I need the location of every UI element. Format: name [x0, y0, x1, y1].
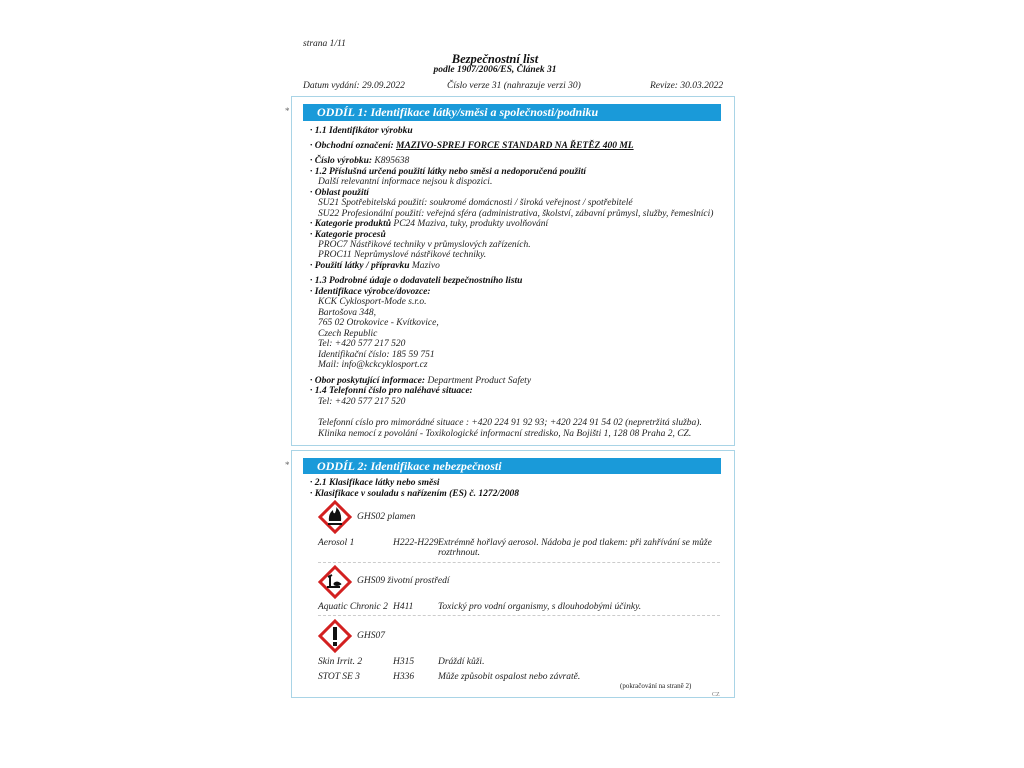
hazard-code: H411 [393, 602, 414, 612]
section-2-header: ODDÍL 2: Identifikace nebezpečnosti [303, 458, 721, 474]
emergency-numbers: Telefonní císlo pro mimorádné situace : +420 224 91 92 93; +420 224 91 54 02 (nepretržitá služba). [318, 418, 702, 428]
section-1-header: ODDÍL 1: Identifikace látky/směsi a společnosti/podniku [303, 104, 721, 121]
s1-4: · 1.4 Telefonní číslo pro naléhavé situace: [310, 386, 473, 396]
change-marker: * [285, 106, 290, 116]
product-number: · Číslo výrobku: K895638 [310, 156, 410, 166]
version: Číslo verze 31 (nahrazuje verzi 30) [447, 81, 581, 91]
address-line: Identifikační číslo: 185 59 751 [318, 350, 435, 360]
area-of-use: · Oblast použití [310, 188, 369, 198]
s2-1-regulation: · Klasifikace v souladu s nařízením (ES) č. 1272/2008 [310, 489, 520, 499]
language-code: CZ [712, 692, 720, 698]
divider [318, 562, 720, 563]
hazard-statement: Extrémně hořlavý aerosol. Nádoba je pod tlakem: při zahřívání se může [438, 538, 712, 548]
address-email[interactable]: Mail: info@kckcyklosport.cz [318, 360, 428, 370]
change-marker: * [285, 460, 290, 470]
clinic-info: Klinika nemocí z povolání - Toxikologické informacní stredisko, Na Bojišti 1, 128 08 Praha 2, CZ. [318, 429, 692, 439]
ghs07-label: GHS07 [357, 631, 385, 641]
address-line: Tel: +420 577 217 520 [318, 339, 406, 349]
continued-note: (pokračování na straně 2) [620, 682, 692, 690]
environment-pictogram-icon [318, 565, 352, 599]
document-subtitle: podle 1907/2006/ES, Článek 31 [433, 65, 557, 75]
s1-2: · 1.2 Příslušná určená použití látky nebo směsi a nedoporučená použití [310, 167, 587, 177]
ghs09-label: GHS09 životní prostředí [357, 576, 450, 586]
hazard-code: H336 [393, 672, 415, 682]
hazard-statement: Dráždí kůži. [438, 657, 485, 667]
proc7: PROC7 Nástřikové techniky v průmyslových zařízeních. [318, 240, 531, 250]
hazard-statement: Toxický pro vodní organismy, s dlouhodobými účinky. [438, 602, 642, 612]
issue-date: Datum vydání: 29.09.2022 [303, 81, 405, 91]
hazard-code: H222-H229 [393, 538, 439, 548]
exclamation-pictogram-icon [318, 619, 352, 653]
hazard-class: Aerosol 1 [318, 538, 355, 548]
manufacturer-heading: · Identifikace výrobce/dovozce: [310, 287, 431, 297]
document-title: Bezpečnostní list [451, 52, 539, 66]
address-line: Bartošova 348, [318, 308, 377, 318]
emergency-tel: Tel: +420 577 217 520 [318, 397, 406, 407]
process-category: · Kategorie procesů [310, 230, 386, 240]
hazard-class: Skin Irrit. 2 [318, 657, 363, 667]
page-number: strana 1/11 [303, 39, 346, 49]
s1-1: · 1.1 Identifikátor výrobku [310, 126, 413, 136]
ghs02-label: GHS02 plamen [357, 512, 416, 522]
address-line: KCK Cyklosport-Mode s.r.o. [318, 297, 427, 307]
trade-name: · Obchodní označení: MAZIVO-SPREJ FORCE STANDARD NA ŘETĚZ 400 ML [310, 141, 634, 151]
hazard-code: H315 [393, 657, 415, 667]
hazard-statement-cont: roztrhnout. [438, 548, 480, 558]
s1-3: · 1.3 Podrobné údaje o dodavateli bezpečnostního listu [310, 276, 523, 286]
divider [318, 615, 720, 616]
flame-pictogram-icon [318, 500, 352, 534]
revision-date: Revize: 30.03.2022 [650, 81, 724, 91]
product-category: · Kategorie produktů PC24 Maziva, tuky, produkty uvolňování [310, 219, 549, 229]
s2-1: · 2.1 Klasifikace látky nebo směsi [310, 478, 440, 488]
s1-2-note: Další relevantní informace nejsou k dispozici. [318, 177, 493, 187]
hazard-class: Aquatic Chronic 2 [318, 602, 388, 612]
address-line: Czech Republic [318, 329, 378, 339]
hazard-statement: Může způsobit ospalost nebo závratě. [438, 672, 581, 682]
use-of-substance: · Použití látky / přípravku Mazivo [310, 261, 440, 271]
proc11: PROC11 Neprůmyslové nástřikové techniky. [318, 250, 487, 260]
info-department: · Obor poskytující informace: Department Product Safety [310, 376, 532, 386]
su21: SU21 Spotřebitelská použití: soukromé domácnosti / široká veřejnost / spotřebitelé [318, 198, 633, 208]
address-line: 765 02 Otrokovice - Kvítkovice, [318, 318, 439, 328]
su22: SU22 Profesionální použití: veřejná sféra (administrativa, školství, zábavní průmysl, služby, řemeslníci) [318, 209, 714, 219]
hazard-class: STOT SE 3 [318, 672, 360, 682]
